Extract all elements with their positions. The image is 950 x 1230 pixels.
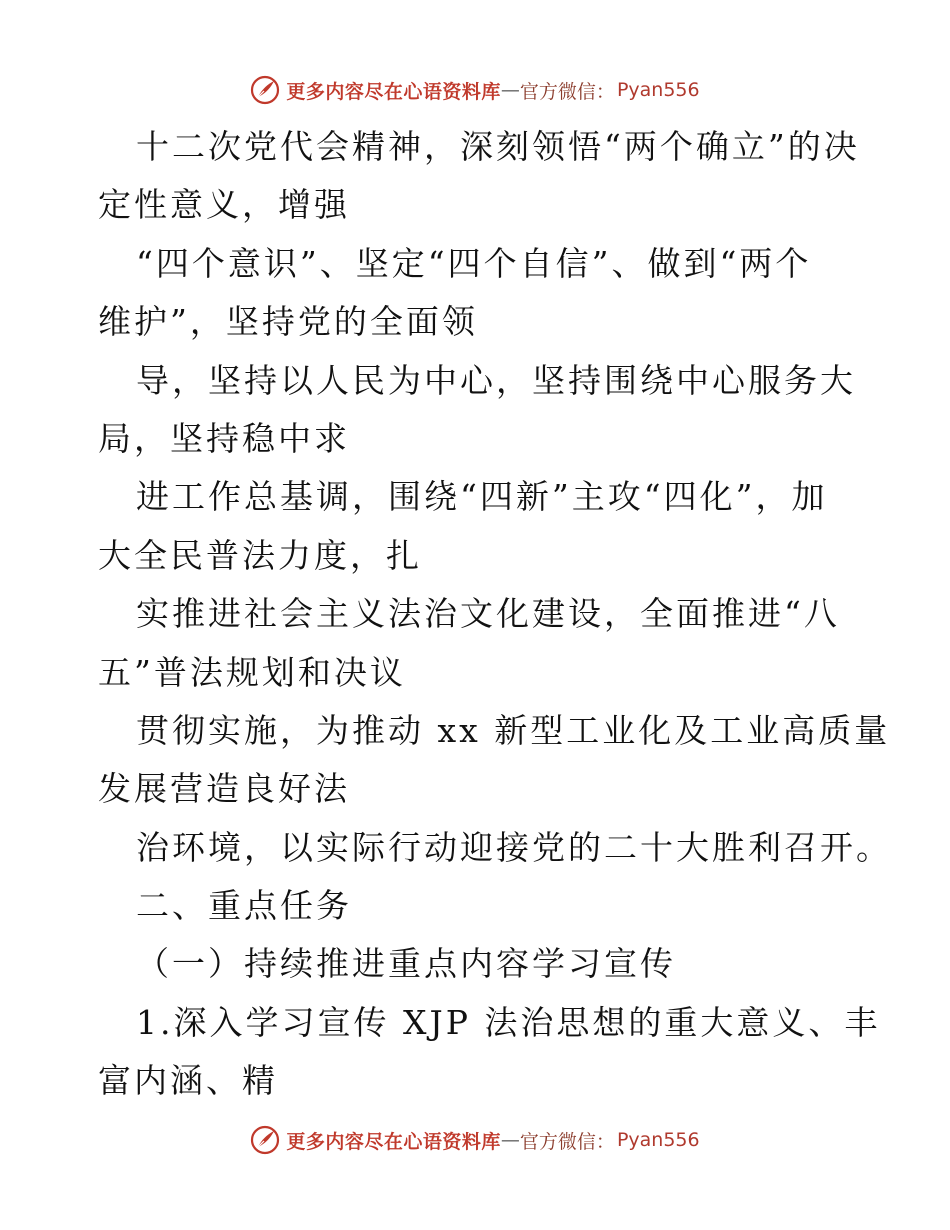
- text-line: 大全民普法力度，扎: [98, 535, 422, 575]
- text-line: 实推进社会主义法治文化建设，全面推进“八: [136, 594, 840, 634]
- text-line: 局，坚持稳中求: [98, 418, 350, 458]
- watermark-contact: 官方微信：: [519, 80, 615, 103]
- text-line: 发展营造良好法: [98, 769, 350, 809]
- watermark-separator: —: [500, 79, 520, 101]
- text-line: “四个意识”、坚定“四个自信”、做到“两个: [136, 243, 812, 283]
- text-line: 定性意义，增强: [98, 185, 350, 225]
- document-body: [98, 118, 892, 1111]
- text-line: 十二次党代会精神，深刻领悟“两个确立”的决: [136, 127, 860, 166]
- watermark-footer: [0, 1120, 950, 1160]
- watermark-id: Pyan556: [616, 1129, 700, 1151]
- watermark-brand: 更多内容尽在心语资料库: [286, 1130, 501, 1153]
- text-line: 进工作总基调，围绕“四新”主攻“四化”，加: [136, 477, 828, 517]
- watermark-separator: —: [500, 1129, 520, 1151]
- watermark-id: Pyan556: [616, 79, 700, 101]
- quill-feather-logo-icon: [250, 1125, 280, 1155]
- section-heading: 二、重点任务: [136, 886, 352, 926]
- watermark-contact: 官方微信：: [519, 1130, 615, 1153]
- quill-feather-logo-icon: [250, 75, 280, 105]
- text-line: 五”普法规划和决议: [98, 652, 406, 692]
- text-line: 维护”，坚持党的全面领: [98, 302, 478, 342]
- watermark-brand: 更多内容尽在心语资料库: [286, 80, 501, 103]
- text-line: 导，坚持以人民为中心，坚持围绕中心服务大: [136, 360, 856, 400]
- text-line: 治环境，以实际行动迎接党的二十大胜利召开。: [136, 827, 892, 867]
- subsection-heading: （一）持续推进重点内容学习宣传: [136, 944, 676, 984]
- text-line: 贯彻实施，为推动 xx 新型工业化及工业高质量: [136, 710, 891, 750]
- text-line: 富内涵、精: [98, 1061, 278, 1101]
- text-line: 1.深入学习宣传 XJP 法治思想的重大意义、丰: [136, 1002, 881, 1042]
- watermark-header: [0, 70, 950, 110]
